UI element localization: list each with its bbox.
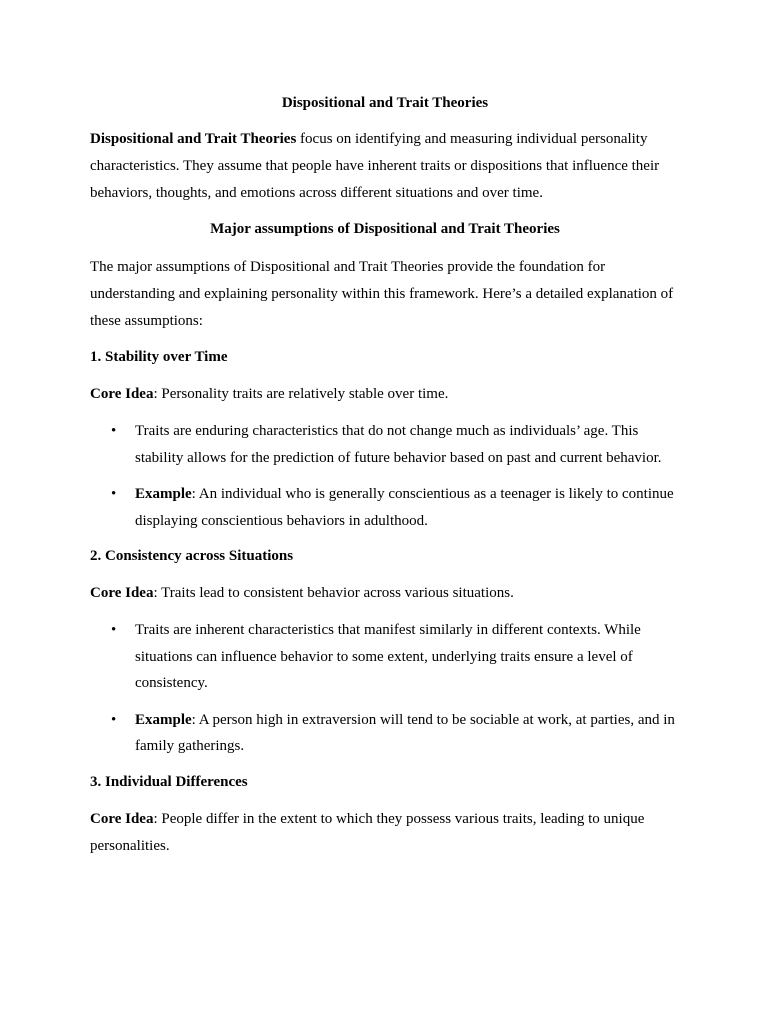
- document-body: [90, 91, 680, 870]
- bullet-icon: •: [111, 423, 117, 439]
- document-title: Dispositional and Trait Theories: [281, 95, 489, 111]
- section-heading-individual-differences: 3. Individual Differences: [90, 773, 248, 790]
- bullet-icon: •: [111, 711, 117, 728]
- list-item-text: Traits are enduring characteristics that do not change much as individuals’ age. This stability allows for the prediction of future behavior based on past and current behavior.: [135, 423, 662, 466]
- intro-text: focus on identifying and measuring individual personality characteristics. They assume that people have inherent traits or dispositions that influence their behaviors, thoughts, and emotions across different situations and over time.: [90, 131, 660, 201]
- bullet-icon: •: [111, 622, 117, 638]
- core-idea-stability: [90, 381, 680, 408]
- section-heading-stability: 1. Stability over Time: [90, 349, 228, 365]
- core-idea-label: Core Idea: [90, 386, 154, 402]
- core-idea-text: : Traits lead to consistent behavior across various situations.: [153, 585, 514, 601]
- core-idea-label: Core Idea: [90, 810, 154, 827]
- core-idea-consistency: [90, 580, 680, 607]
- intro-lead: Dispositional and Trait Theories: [90, 131, 297, 147]
- overview-paragraph: The major assumptions of Dispositional and Trait Theories provide the foundation for understanding and explaining personality within this framework. Here’s a detailed explanation of these assumptions:: [90, 259, 674, 329]
- bullet-list-stability: [90, 418, 680, 534]
- core-idea-individual-differences: [90, 806, 680, 860]
- list-item: [90, 707, 680, 760]
- example-label: Example: [135, 711, 192, 728]
- list-item-text: Traits are inherent characteristics that manifest similarly in different contexts. While situations can influence behavior to some extent, underlying traits ensure a level of consistency.: [135, 622, 641, 691]
- list-item: [90, 617, 680, 697]
- section-heading-consistency: 2. Consistency across Situations: [90, 548, 294, 564]
- bullet-icon: •: [111, 486, 117, 502]
- intro-paragraph: [90, 126, 680, 207]
- example-text: : A person high in extraversion will tend to be sociable at work, at parties, and in family gatherings.: [135, 711, 675, 754]
- section-subtitle: Major assumptions of Dispositional and Trait Theories: [210, 221, 560, 237]
- list-item: [90, 418, 680, 471]
- example-label: Example: [135, 486, 192, 502]
- bullet-list-consistency: [90, 617, 680, 760]
- core-idea-text: : Personality traits are relatively stable over time.: [153, 386, 449, 402]
- core-idea-text: : People differ in the extent to which they possess various traits, leading to unique personalities.: [90, 810, 645, 854]
- core-idea-label: Core Idea: [90, 585, 154, 601]
- example-text: : An individual who is generally conscientious as a teenager is likely to continue displaying conscientious behaviors in adulthood.: [135, 486, 674, 529]
- list-item: [90, 481, 680, 534]
